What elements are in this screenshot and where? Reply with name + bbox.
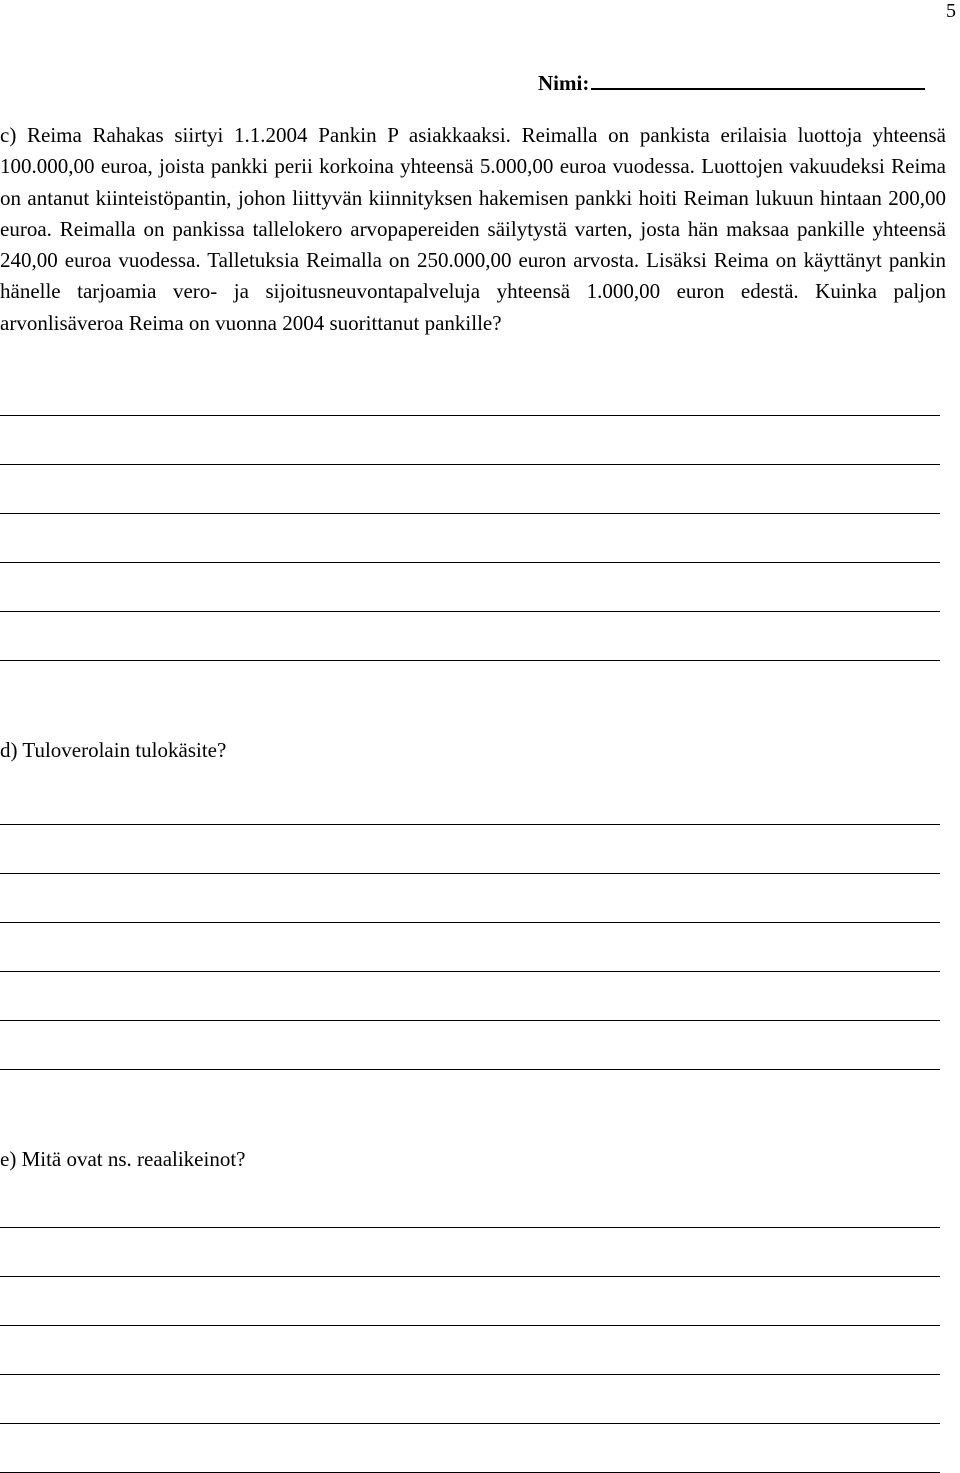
question-d: d) Tuloverolain tulokäsite? [0,738,227,762]
question-e: e) Mitä ovat ns. reaalikeinot? [0,1147,246,1171]
answer-line[interactable] [0,612,940,661]
answer-line[interactable] [0,1228,940,1277]
page-number: 5 [946,0,956,22]
answer-line[interactable] [0,874,940,923]
answer-lines-c [0,367,940,661]
answer-line[interactable] [0,367,940,416]
answer-lines-d [0,776,940,1070]
answer-line[interactable] [0,416,940,465]
answer-line[interactable] [0,825,940,874]
answer-line[interactable] [0,972,940,1021]
answer-line[interactable] [0,563,940,612]
answer-line[interactable] [0,1326,940,1375]
answer-line[interactable] [0,776,940,825]
answer-line[interactable] [0,1179,940,1228]
name-blank-line[interactable] [591,70,925,90]
answer-lines-e [0,1179,940,1473]
answer-line[interactable] [0,1277,940,1326]
answer-line[interactable] [0,1021,940,1070]
name-field [538,70,925,96]
answer-line[interactable] [0,514,940,563]
answer-line[interactable] [0,465,940,514]
answer-line[interactable] [0,923,940,972]
answer-line[interactable] [0,1375,940,1424]
question-c: c) Reima Rahakas siirtyi 1.1.2004 Pankin P asiakkaaksi. Reimalla on pankista erilaisia luottoja yhteensä 100.000,00 euroa, joista pankki perii korkoina yhteensä 5.000,00 euroa vuodessa. Luottojen vakuudeksi Reima on antanut kiinteistöpantin, johon liittyvän kiinnityksen hakemisen pankki hoiti Reiman lukuun hintaan 200,00 euroa. Reimalla on pankissa tallelokero arvopapereiden säilytystä varten, josta hän maksaa pankille yhteensä 240,00 euroa vuodessa. Talletuksia Reimalla on 250.000,00 euron arvosta. Lisäksi Reima on käyttänyt pankin hänelle tarjoamia vero- ja sijoitusneuvontapalveluja yhteensä 1.000,00 euron edestä. Kuinka paljon arvonlisäveroa Reima on vuonna 2004 suorittanut pankille? [0,123,946,335]
answer-line[interactable] [0,1424,940,1473]
name-label: Nimi: [538,71,590,95]
